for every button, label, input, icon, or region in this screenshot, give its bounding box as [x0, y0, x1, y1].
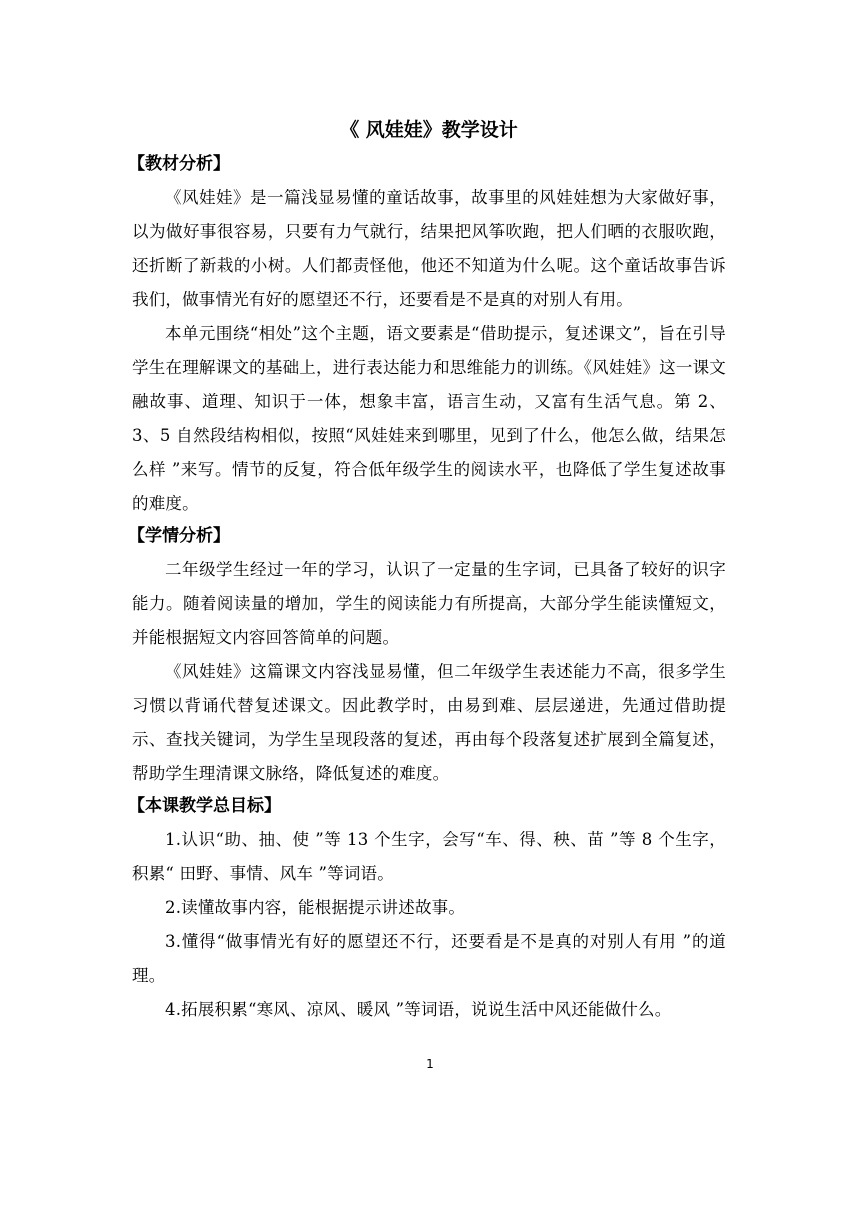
section-teaching-goals: [128, 791, 726, 1027]
paragraph: 《风娃娃》这篇课文内容浅显易懂，但二年级学生表述能力不高，很多学生习惯以背诵代替复述课文。因此教学时，由易到难、层层递进，先通过借助提示、查找关键词，为学生呈现段落的复述，再由每个段落复述扩展到全篇复述，帮助学生理清课文脉络，降低复述的难度。: [132, 662, 726, 783]
document-body: [128, 113, 726, 1027]
section-textbook-analysis: [128, 149, 726, 521]
page-number: 1: [426, 1057, 434, 1071]
goal-item: 2.读懂故事内容，能根据提示讲述故事。: [165, 898, 466, 917]
paragraph: 《风娃娃》是一篇浅显易懂的童话故事，故事里的风娃娃想为大家做好事，以为做好事很容易，只要有力气就行，结果把风筝吹跑，把人们晒的衣服吹跑，还折断了新栽的小树。人们都责怪他，他还不知道为什么呢。这个童话故事告诉我们，做事情光有好的愿望还不行，还要看是不是真的对别人有用。: [132, 188, 726, 309]
section-heading: 【教材分析】: [128, 154, 230, 174]
section-student-analysis: [128, 521, 726, 791]
goal-item: 1.认识“助、抽、使 ”等 13 个生字，会写“车、得、秧、苗 ”等 8 个生字，积累“ 田野、事情、风车 ”等词语。: [132, 830, 726, 883]
goal-item: 4.拓展积累“寒风、凉风、暖风 ”等词语，说说生活中风还能做什么。: [165, 1000, 672, 1019]
section-heading: 【学情分析】: [128, 526, 230, 546]
goal-item: 3.懂得“做事情光有好的愿望还不行，还要看是不是真的对别人有用 ”的道理。: [132, 932, 726, 985]
paragraph: 本单元围绕“相处”这个主题，语文要素是“借助提示，复述课文”，旨在引导学生在理解课文的基础上，进行表达能力和思维能力的训练。《风娃娃》这一课文融故事、道理、知识于一体，想象丰富，语言生动，又富有生活气息。第 2、3、5 自然段结构相似，按照“风娃娃来到哪里，见到了什么，他怎么做，结果怎么样 ”来写。情节的反复，符合低年级学生的阅读水平，也降低了学生复述故事的难度。: [132, 324, 726, 513]
section-heading: 【本课教学总目标】: [128, 796, 281, 816]
paragraph: 二年级学生经过一年的学习，认识了一定量的生字词，已具备了较好的识字能力。随着阅读量的增加，学生的阅读能力有所提高，大部分学生能读懂短文，并能根据短文内容回答简单的问题。: [132, 560, 726, 647]
document-title: 《 风娃娃》教学设计: [340, 119, 518, 141]
